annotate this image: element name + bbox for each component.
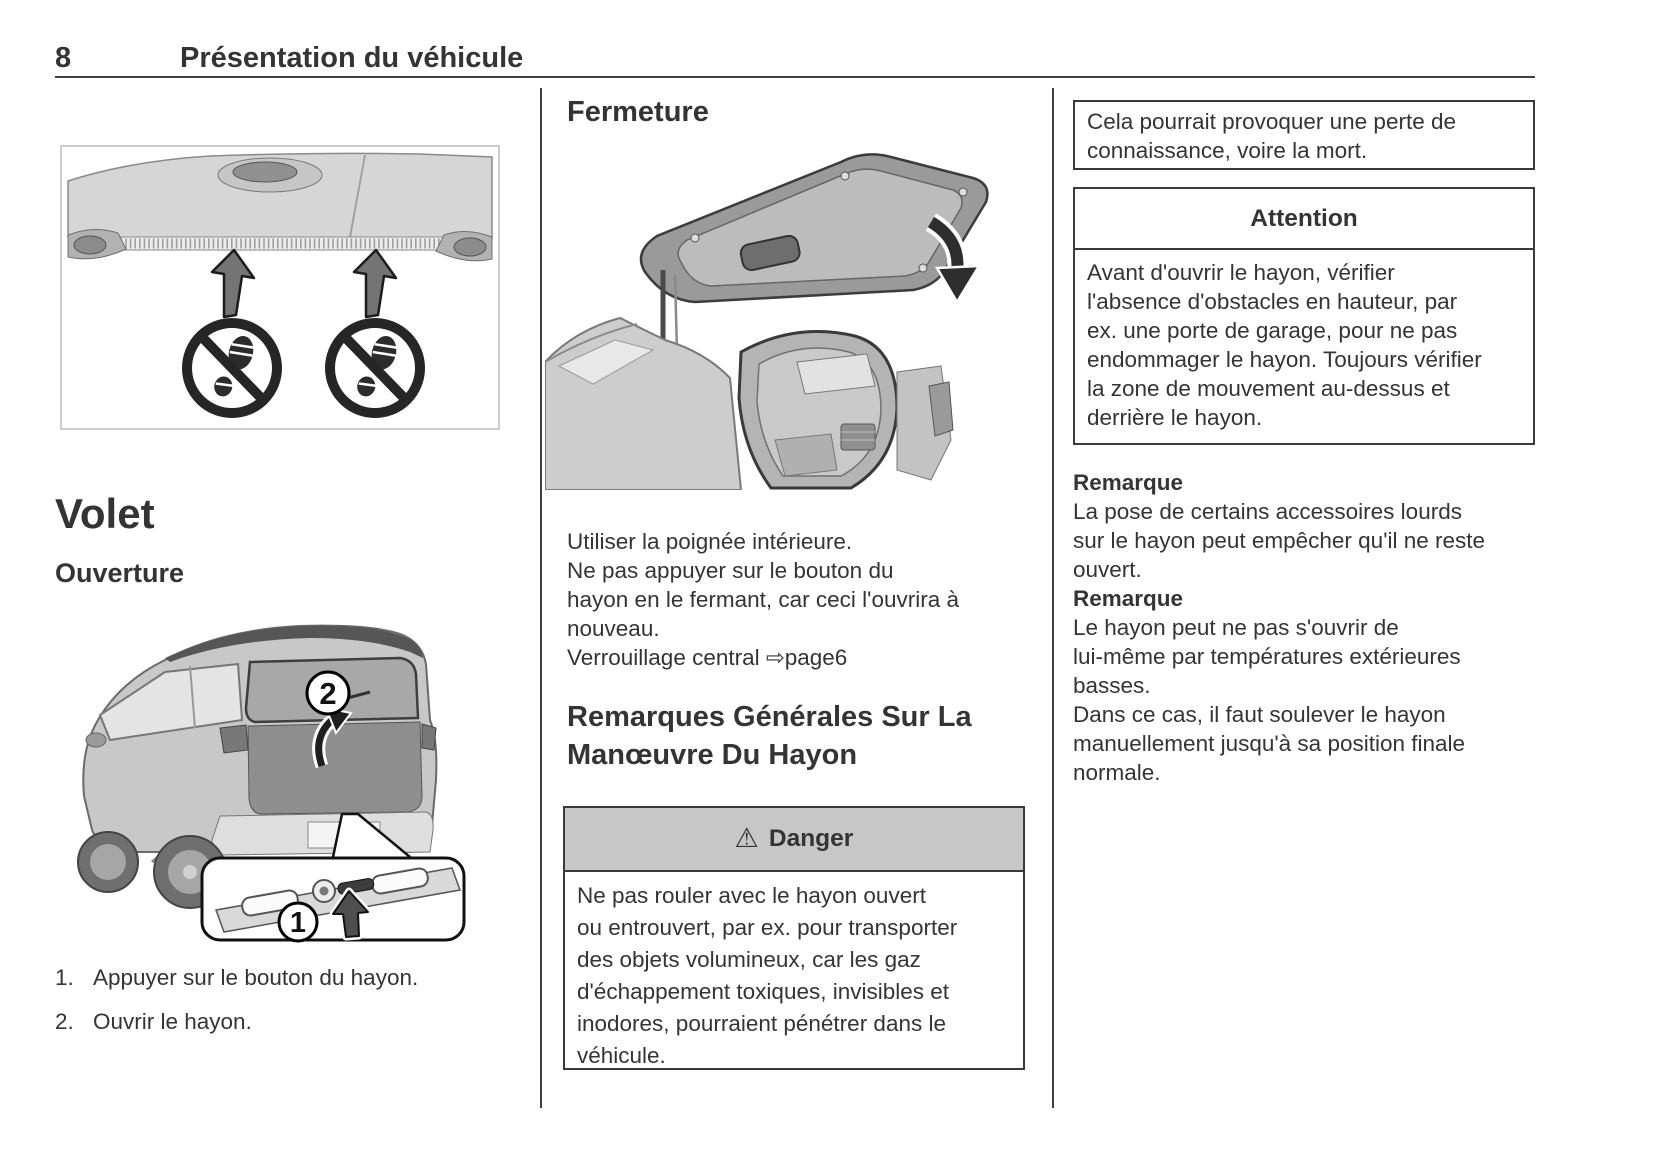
car-side — [545, 318, 741, 490]
paragraph-line: nouveau. — [567, 616, 660, 641]
paragraph-line: Ne pas appuyer sur le bouton du — [567, 558, 894, 583]
step-2 — [55, 1007, 252, 1036]
closing-instructions — [567, 527, 959, 672]
attention-box-header — [1075, 189, 1533, 250]
attention-box-title: Attention — [1250, 204, 1358, 232]
no-step-icon — [330, 323, 420, 413]
sill-strip — [68, 237, 492, 250]
paragraph-line: hayon en le fermant, car ceci l'ouvrira à — [567, 587, 959, 612]
note-label: Remarque — [1073, 586, 1184, 611]
danger-box-title: Danger — [768, 825, 854, 852]
taillight — [220, 725, 248, 753]
warning-triangle-icon: ⚠ — [734, 822, 759, 853]
no-step-icon — [187, 323, 277, 413]
step-2-number: 2. — [55, 1009, 74, 1034]
note-label: Remarque — [1073, 470, 1184, 495]
figure-no-step-on-bumper — [60, 145, 500, 430]
note-2: Remarque Le hayon peut ne pas s'ouvrir de lui-même par températures extérieures basses. Dans ce cas, il faut soulever le hayon manuellement jusqu'à sa position finale normale. — [1073, 586, 1466, 785]
cargo-floor — [775, 434, 837, 476]
warning-continuation-box: Cela pourrait provoquer une perte de connaissance, voire la mort. — [1073, 100, 1535, 170]
callout-2-label: 2 — [319, 676, 337, 711]
paragraph-line: Utiliser la poignée intérieure. — [567, 529, 853, 554]
inset-button-detail — [202, 858, 464, 940]
step-1-number: 1. — [55, 965, 74, 990]
tailgate-panel — [248, 722, 422, 814]
taillight — [422, 724, 436, 750]
header-rule — [55, 76, 1535, 78]
callout-1-badge — [279, 903, 317, 941]
danger-box — [563, 806, 1025, 1070]
step-1 — [55, 963, 418, 992]
danger-box-body: Ne pas rouler avec le hayon ouvert ou entrouvert, par ex. pour transporter des objets volumineux, car les gaz d'échappement toxiques, invisibles et inodores, pourraient pénétrer dans le véhicule. — [577, 883, 958, 1068]
figure-tailgate-opening — [70, 600, 495, 945]
general-notes-heading: Remarques Générales Sur La Manœuvre Du Hayon — [567, 701, 972, 771]
column-divider-2 — [1052, 88, 1054, 1108]
section-title: Volet — [55, 490, 155, 537]
page-title: Présentation du véhicule — [180, 42, 524, 74]
mirror — [86, 733, 106, 747]
page-reference-line: Verrouillage central ⇨page6 — [567, 645, 848, 670]
step-1-text: Appuyer sur le bouton du hayon. — [93, 965, 419, 990]
column-divider-1 — [540, 88, 542, 1108]
step-2-text: Ouvrir le hayon. — [93, 1009, 252, 1034]
danger-box-header — [565, 808, 1023, 872]
vent-grille — [841, 424, 875, 450]
attention-box-body: Avant d'ouvrir le hayon, vérifier l'absence d'obstacles en hauteur, par ex. une porte de garage, pour ne pas endommager le hayon. Toujours vérifier la zone de mouvement au-dessus et derrière le hayon. — [1087, 260, 1482, 430]
note-1: Remarque La pose de certains accessoires lourds sur le hayon peut empêcher qu'il ne reste ouvert. — [1073, 470, 1486, 582]
attention-box — [1073, 187, 1535, 445]
callout-2-badge — [307, 672, 349, 714]
callout-1-label: 1 — [289, 907, 307, 939]
figure-tailgate-closing — [545, 140, 1000, 490]
subsection-title: Ouverture — [55, 558, 185, 588]
closing-heading: Fermeture — [567, 96, 709, 128]
page-number: 8 — [55, 42, 72, 74]
